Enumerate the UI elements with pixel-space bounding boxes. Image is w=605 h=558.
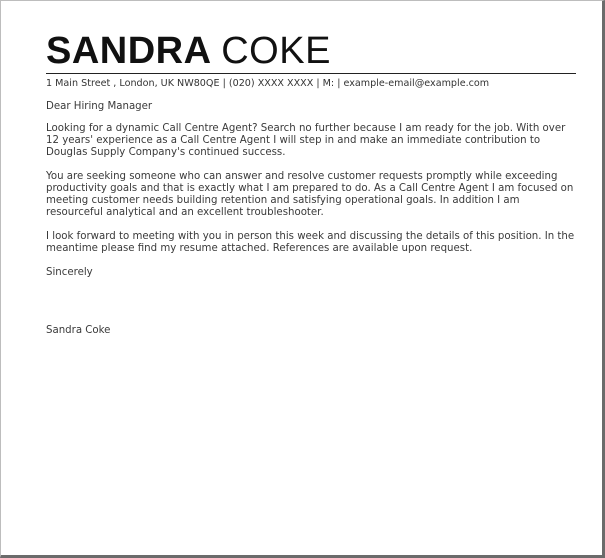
signature: Sandra Coke (46, 325, 111, 336)
paragraph-qualifications: You are seeking someone who can answer and resolve customer requests promptly while exceeding productivity goals and that is exactly what I am prepared to do. As a Call Centre Agent I am focused on meeting customer needs building retention and satisfying operational goals. In addition I am resourceful analytical and an excellent troubleshooter. (46, 171, 574, 218)
paragraph-intro: Looking for a dynamic Call Centre Agent? Search no further because I am ready for the job. With over 12 years' experience as a Call Centre Agent I will step in and make an immediate contribution to Douglas Supply Company's continued success. (46, 123, 566, 158)
paragraph-closing: I look forward to meeting with you in person this week and discussing the details of this position. In the meantime please find my resume attached. References are available upon request. (46, 231, 575, 254)
letter-content (46, 31, 576, 337)
salutation: Dear Hiring Manager (46, 101, 153, 112)
first-name: SANDRA (46, 30, 211, 72)
applicant-name (46, 31, 576, 71)
last-name: COKE (221, 30, 331, 72)
closing: Sincerely (46, 267, 93, 278)
header-divider (46, 73, 576, 74)
contact-line: 1 Main Street , London, UK NW80QE | (020) XXXX XXXX | M: | example-email@example.com (46, 78, 490, 89)
